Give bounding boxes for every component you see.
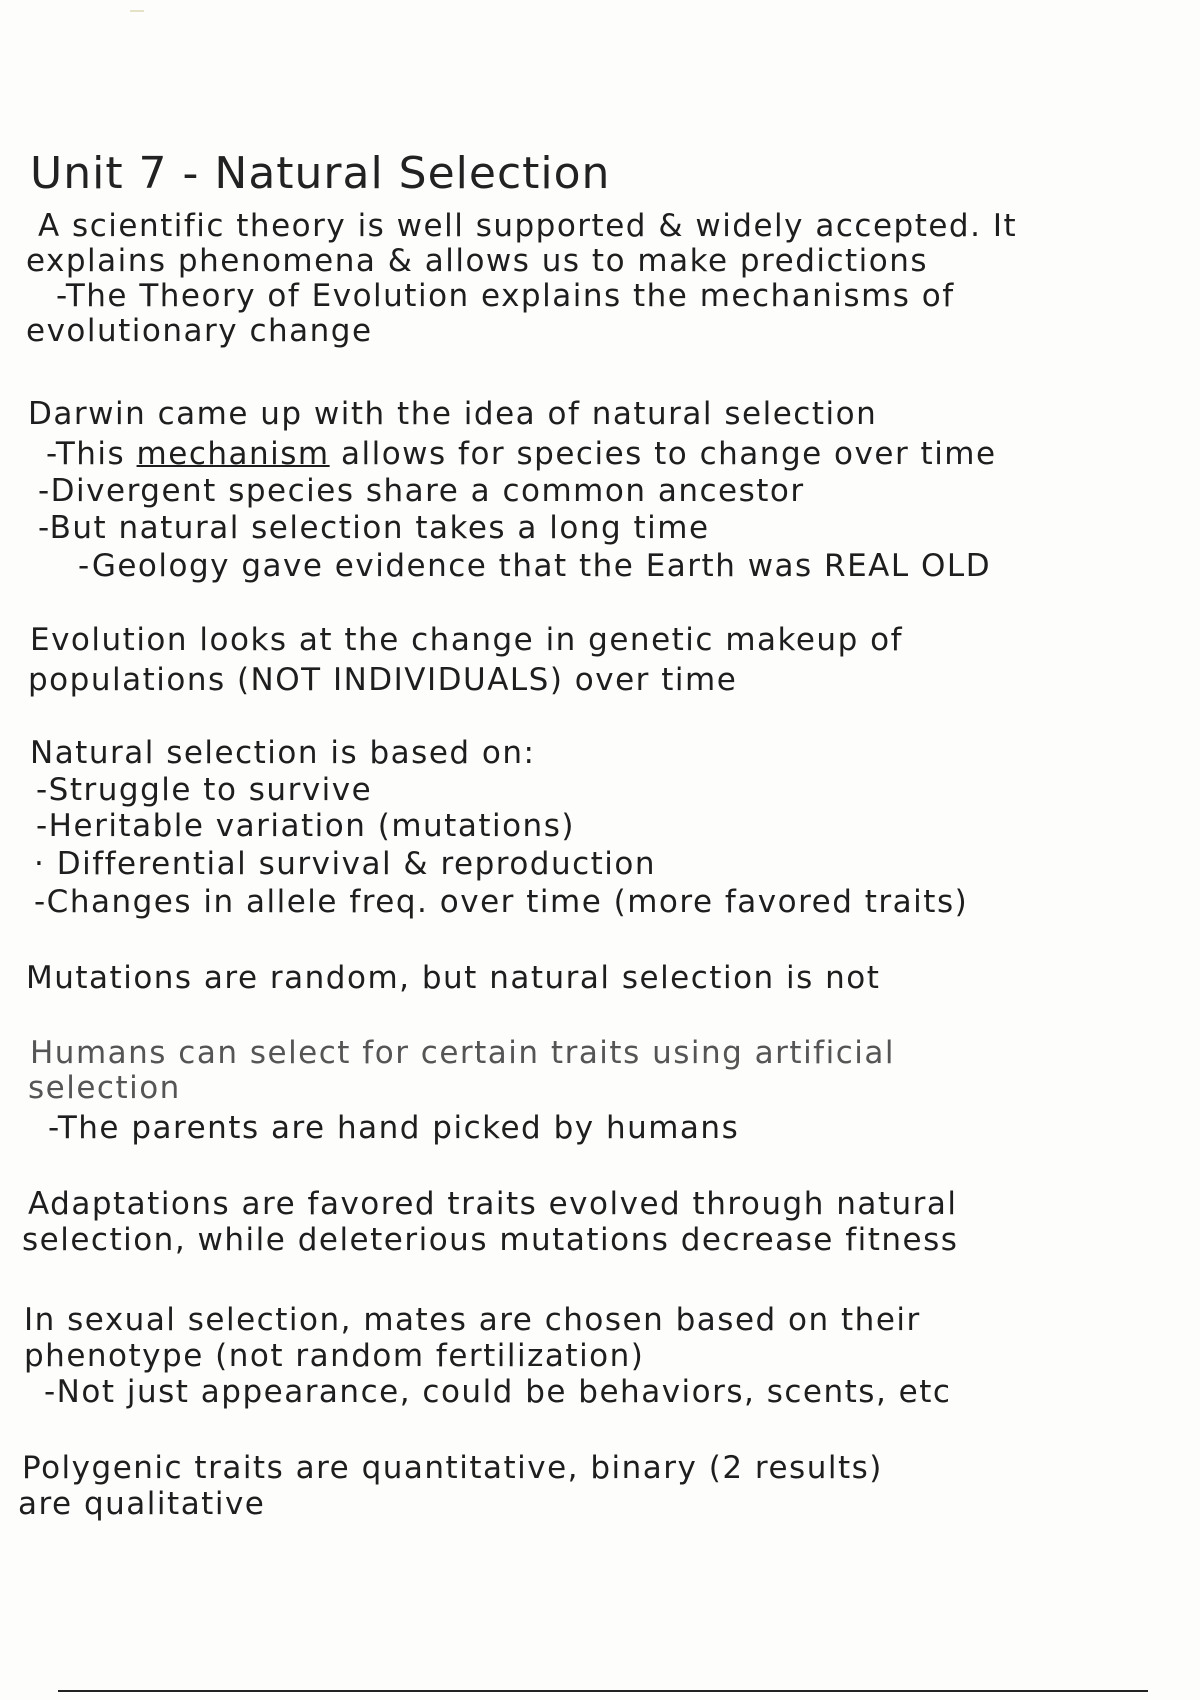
note-line: Polygenic traits are quantitative, binary (2 results) xyxy=(22,1450,883,1486)
note-text: -This xyxy=(46,436,137,472)
paper-mark xyxy=(130,10,144,12)
note-line: are qualitative xyxy=(18,1486,266,1522)
note-line: In sexual selection, mates are chosen based on their xyxy=(24,1302,921,1338)
note-line: Adaptations are favored traits evolved through natural xyxy=(28,1186,958,1222)
note-line: Humans can select for certain traits using artificial xyxy=(30,1035,895,1071)
note-line: populations (NOT INDIVIDUALS) over time xyxy=(28,662,738,698)
note-line: evolutionary change xyxy=(26,313,373,349)
note-line: -Not just appearance, could be behaviors, scents, etc xyxy=(44,1374,952,1410)
note-line: phenotype (not random fertilization) xyxy=(24,1338,645,1374)
page-bottom-rule xyxy=(58,1690,1148,1692)
note-line: -The Theory of Evolution explains the mechanisms of xyxy=(56,278,955,314)
underlined-term: mechanism xyxy=(136,436,330,472)
note-line: -Geology gave evidence that the Earth was REAL OLD xyxy=(78,548,992,584)
note-line: -Changes in allele freq. over time (more favored traits) xyxy=(34,884,969,920)
note-line: A scientific theory is well supported & widely accepted. It xyxy=(38,208,1018,244)
note-line: Darwin came up with the idea of natural selection xyxy=(28,396,878,432)
note-line: -Heritable variation (mutations) xyxy=(36,808,575,844)
note-line xyxy=(46,436,997,472)
note-line: Evolution looks at the change in genetic makeup of xyxy=(30,622,903,658)
page-title: Unit 7 - Natural Selection xyxy=(30,148,611,199)
note-line: selection xyxy=(28,1070,181,1106)
note-line: · Differential survival & reproduction xyxy=(34,846,657,882)
note-line: -The parents are hand picked by humans xyxy=(48,1110,740,1146)
note-line: Mutations are random, but natural selection is not xyxy=(26,960,881,996)
note-line: -Struggle to survive xyxy=(36,772,373,808)
note-line: Natural selection is based on: xyxy=(30,735,536,771)
note-text: allows for species to change over time xyxy=(329,436,997,472)
note-line: -But natural selection takes a long time xyxy=(38,510,710,546)
note-line: -Divergent species share a common ancestor xyxy=(38,473,805,509)
note-line: explains phenomena & allows us to make predictions xyxy=(26,243,929,279)
note-line: selection, while deleterious mutations decrease fitness xyxy=(22,1222,959,1258)
